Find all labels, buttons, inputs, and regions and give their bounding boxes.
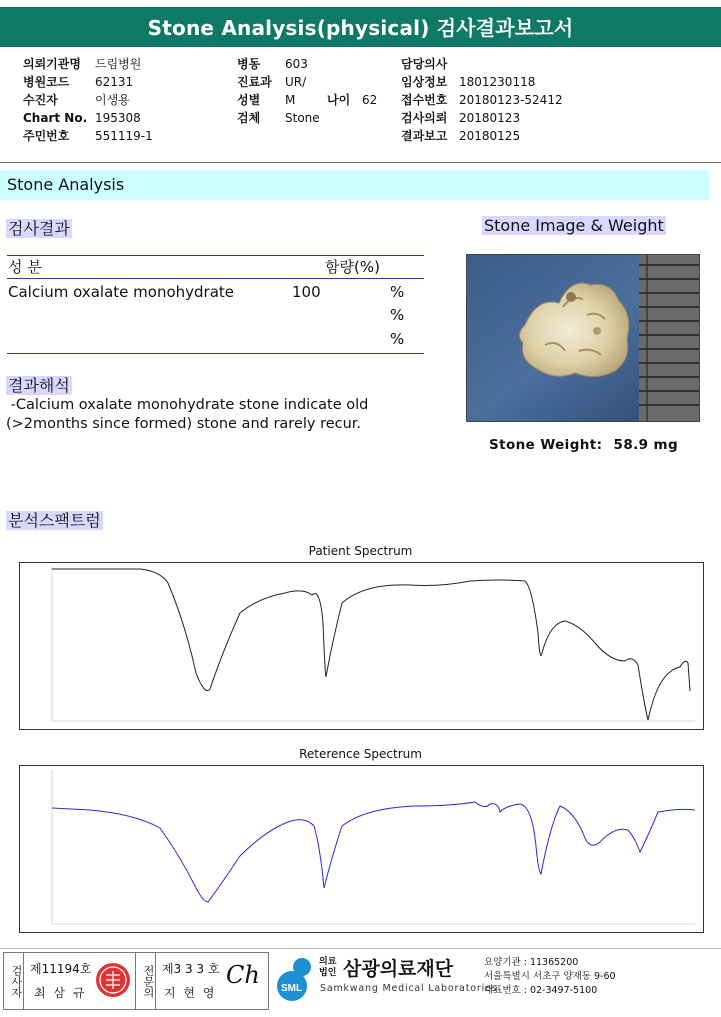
header-column-3 <box>401 55 609 145</box>
report-title: Stone Analysis(physical) 검사결과보고서 <box>0 7 721 47</box>
chart-no-value: 195308 <box>95 111 141 125</box>
specimen-label: 검체 <box>237 111 261 125</box>
department-value: UR/ <box>285 75 307 89</box>
receipt-no-label: 접수번호 <box>401 93 448 107</box>
result-row-3-unit: % <box>390 330 405 348</box>
section-title: Stone Analysis <box>7 175 125 194</box>
org-prefix-bottom: 법인 <box>319 968 337 978</box>
header-column-1 <box>23 55 215 145</box>
hospital-name-label: 의뢰기관명 <box>23 57 81 71</box>
org-name-en: Samkwang Medical Laboratories <box>320 983 498 994</box>
component-column-header: 성 분 <box>8 258 42 276</box>
org-prefix <box>319 957 336 979</box>
specialist-name: 지 현 영 <box>164 986 217 1000</box>
org-contact <box>484 956 616 998</box>
org-prefix-top: 의료 <box>319 957 337 967</box>
content-column-header: 함량(%) <box>325 258 380 276</box>
report-date-label: 결과보고 <box>401 129 448 143</box>
specimen-value: Stone <box>285 111 320 125</box>
patient-value: 이생용 <box>95 93 130 107</box>
resident-no-label: 주민번호 <box>23 129 70 143</box>
sml-logo-icon <box>272 954 316 1004</box>
org-code: 요양기관 : 11365200 <box>484 957 579 968</box>
interpretation-heading: 결과해석 <box>8 376 70 395</box>
interpretation-heading-wrap <box>6 373 72 396</box>
patient-label: 수진자 <box>23 93 58 107</box>
result-row-1-component: Calcium oxalate monohydrate <box>8 283 235 301</box>
stone-weight-value: 58.9 mg <box>613 437 679 453</box>
footer-divider <box>0 948 721 949</box>
receipt-no-value: 20180123-52412 <box>459 93 563 107</box>
report-date-value: 20180125 <box>459 129 521 143</box>
specialist-signature: Ch <box>226 961 260 989</box>
patient-spectrum-chart <box>19 562 704 730</box>
signature-box <box>3 952 269 1010</box>
sex-label: 성별 <box>237 93 261 107</box>
resident-no-value: 551119-1 <box>95 129 153 143</box>
interpretation-line-1: -Calcium oxalate monohydrate stone indicate old <box>6 397 369 413</box>
doctor-value <box>459 55 609 73</box>
sex-value: M <box>285 93 296 107</box>
inspector-no: 제11194호 <box>30 962 92 976</box>
spectrum-heading: 분석스팩트럼 <box>8 511 101 530</box>
result-row-1-value: 100 <box>292 283 321 301</box>
request-date-label: 검사의뢰 <box>401 111 448 125</box>
doctor-label: 담당의사 <box>401 57 448 71</box>
section-bar <box>0 170 709 200</box>
results-heading-wrap <box>6 216 72 239</box>
clinical-info-label: 임상정보 <box>401 75 448 89</box>
patient-spectrum-line <box>52 569 690 720</box>
request-date-value: 20180123 <box>459 111 521 125</box>
department-label: 진료과 <box>237 75 272 89</box>
inspector-name: 최 삼 규 <box>34 986 87 1000</box>
age-value: 62 <box>362 93 378 107</box>
inspector-seal-icon <box>96 963 130 997</box>
hospital-name-value: 드림병원 <box>95 57 142 71</box>
age-label: 나이 <box>327 93 351 107</box>
result-row-1-unit: % <box>390 283 405 301</box>
specialist-no: 제3 3 3 호 <box>162 962 220 976</box>
header-divider <box>0 162 721 163</box>
reference-spectrum-chart <box>19 765 704 933</box>
patient-spectrum-title: Patient Spectrum <box>308 544 413 558</box>
reference-spectrum-line <box>52 802 695 902</box>
specialist-label: 전문의 <box>135 953 156 1009</box>
inspector-label: 검사자 <box>4 953 24 1009</box>
hospital-code-label: 병원코드 <box>23 75 70 89</box>
org-name: 삼광의료재단 <box>343 958 454 980</box>
org-phone: 대표번호 : 02-3497-5100 <box>484 985 598 996</box>
result-row-2-unit: % <box>390 306 405 324</box>
results-heading: 검사결과 <box>8 219 70 238</box>
image-heading: Stone Image & Weight <box>484 216 664 235</box>
stone-weight-label: Stone Weight: <box>489 437 603 453</box>
sml-logo-text: SML <box>281 983 303 994</box>
interpretation-line-2: (>2months since formed) stone and rarely recur. <box>6 416 362 432</box>
age-field <box>327 91 377 109</box>
reference-spectrum-title: Reterence Spectrum <box>299 747 422 761</box>
interpretation-text <box>6 396 368 434</box>
hospital-code-value: 62131 <box>95 75 134 89</box>
clinical-info-value: 1801230118 <box>459 75 536 89</box>
stone-photo <box>466 254 700 422</box>
stone-weight <box>489 437 678 453</box>
org-address: 서울특별시 서초구 양재동 9-60 <box>484 971 616 982</box>
image-heading-wrap <box>482 216 666 235</box>
results-bottom-rule <box>7 353 424 354</box>
ward-label: 병동 <box>237 57 261 71</box>
spectrum-heading-wrap <box>6 508 103 531</box>
ward-value: 603 <box>285 57 308 71</box>
chart-no-label: Chart No. <box>23 111 88 125</box>
results-header-rule <box>7 278 424 279</box>
